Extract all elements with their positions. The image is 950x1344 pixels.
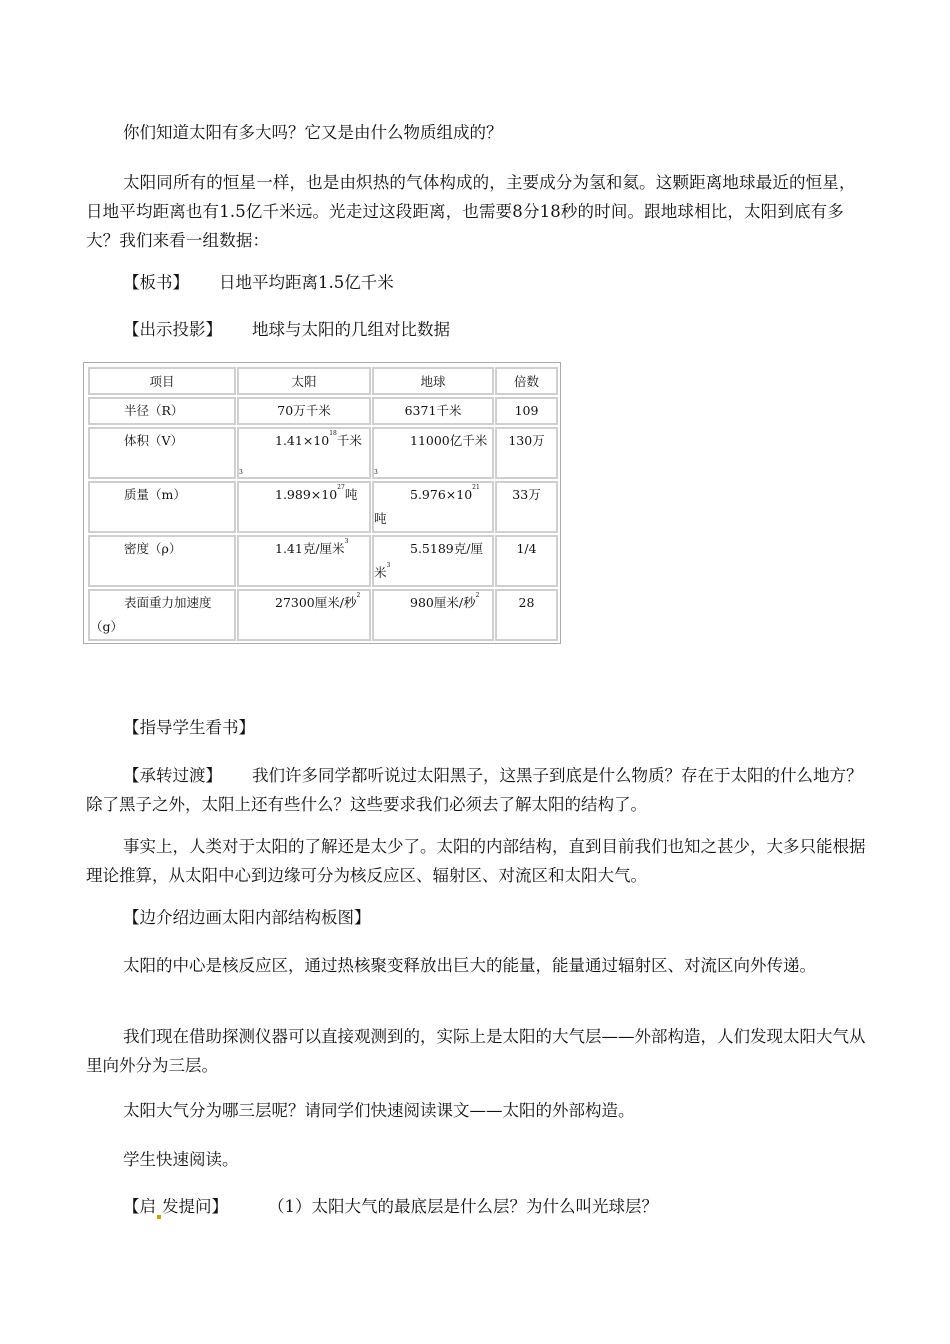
table-header-ratio: 倍数 bbox=[495, 367, 558, 395]
table-cell-ratio: 130万 bbox=[495, 427, 558, 479]
banshu-line bbox=[86, 268, 866, 297]
projection-line bbox=[86, 315, 866, 344]
guide-reading-heading: 【指导学生看书】 bbox=[123, 718, 255, 737]
atmosphere-paragraph: 我们现在借助探测仪器可以直接观测到的，实际上是太阳的大气层——外部构造，人们发现太阳大气从里向外分为三层。 bbox=[86, 1027, 866, 1075]
intro-question: 你们知道太阳有多大吗？它又是由什么物质组成的？ bbox=[123, 123, 503, 142]
sun-composition-paragraph: 太阳同所有的恒星一样，也是由炽热的气体构成的，主要成分为氢和氦。这颗距离地球最近的恒星，日地平均距离也有1.5亿千米远。光走过这段距离，也需要8分18秒的时间。跟地球相比，太阳到底有多大？我们来看一组数据： bbox=[86, 173, 856, 250]
table-cell-ratio: 109 bbox=[495, 397, 558, 425]
table-cell-item: 表面重力加速度 （g） bbox=[88, 589, 236, 641]
projection-tag: 【出示投影】 bbox=[123, 320, 222, 339]
inner-structure-paragraph: 事实上，人类对于太阳的了解还是太少了。太阳的内部结构，直到目前我们也知之甚少，大多只能根据理论推算，从太阳中心到边缘可分为核反应区、辐射区、对流区和太阳大气。 bbox=[86, 837, 866, 885]
table-header-sun: 太阳 bbox=[237, 367, 371, 395]
inspire-question-text: （1）太阳大气的最底层是什么层？为什么叫光球层？ bbox=[268, 1197, 658, 1216]
sun-earth-comparison-table bbox=[83, 362, 561, 644]
inspire-tag: 【启 发提问】 bbox=[123, 1197, 228, 1216]
banshu-tag: 【板书】 bbox=[123, 273, 189, 292]
table-cell-earth: 11000亿千米 3 bbox=[372, 427, 494, 479]
table-header-earth: 地球 bbox=[372, 367, 494, 395]
table-cell-ratio: 1/4 bbox=[495, 535, 558, 587]
table-cell-item: 质量（m） bbox=[88, 481, 236, 533]
table-cell-item: 体积（V） bbox=[88, 427, 236, 479]
transition-paragraph bbox=[86, 761, 870, 819]
table-cell-earth: $5.976\times 10^{21}$ 吨 bbox=[372, 481, 494, 533]
reading-question: 太阳大气分为哪三层呢？请同学们快速阅读课文——太阳的外部构造。 bbox=[123, 1101, 635, 1120]
table-header-item: 项目 bbox=[88, 367, 236, 395]
students-reading: 学生快速阅读。 bbox=[123, 1150, 239, 1169]
inspire-question-line bbox=[86, 1192, 866, 1221]
transition-text: 我们许多同学都听说过太阳黑子，这黑子到底是什么物质？存在于太阳的什么地方？除了黑子之外，太阳上还有些什么？这些要求我们必须去了解太阳的结构了。 bbox=[86, 766, 863, 814]
table-cell-ratio: 28 bbox=[495, 589, 558, 641]
table-cell-item: 半径（R） bbox=[88, 397, 236, 425]
table-cell-sun: $1.41\times 10^{18}$千米 3 bbox=[237, 427, 371, 479]
table-cell-ratio: 33万 bbox=[495, 481, 558, 533]
transition-tag: 【承转过渡】 bbox=[123, 766, 222, 785]
board-drawing-heading: 【边介绍边画太阳内部结构板图】 bbox=[123, 908, 371, 927]
table-cell-earth: 6371千米 bbox=[372, 397, 494, 425]
table-cell-sun: $1.989\times 10^{27}$吨 bbox=[237, 481, 371, 533]
table-cell-earth: 980厘米/秒$^2$ bbox=[372, 589, 494, 641]
table-cell-sun: 70万千米 bbox=[237, 397, 371, 425]
table-cell-item: 密度（ρ） bbox=[88, 535, 236, 587]
marker-dot bbox=[157, 1215, 161, 1219]
table-cell-earth: 5.5189克/厘 米$^3$ bbox=[372, 535, 494, 587]
core-paragraph: 太阳的中心是核反应区，通过热核聚变释放出巨大的能量，能量通过辐射区、对流区向外传递。 bbox=[123, 956, 816, 975]
projection-text: 地球与太阳的几组对比数据 bbox=[252, 320, 450, 339]
banshu-text: 日地平均距离1.5亿千米 bbox=[219, 273, 394, 292]
table-cell-sun: 27300厘米/秒$^2$ bbox=[237, 589, 371, 641]
table-cell-sun: 1.41克/厘米$^3$ bbox=[237, 535, 371, 587]
